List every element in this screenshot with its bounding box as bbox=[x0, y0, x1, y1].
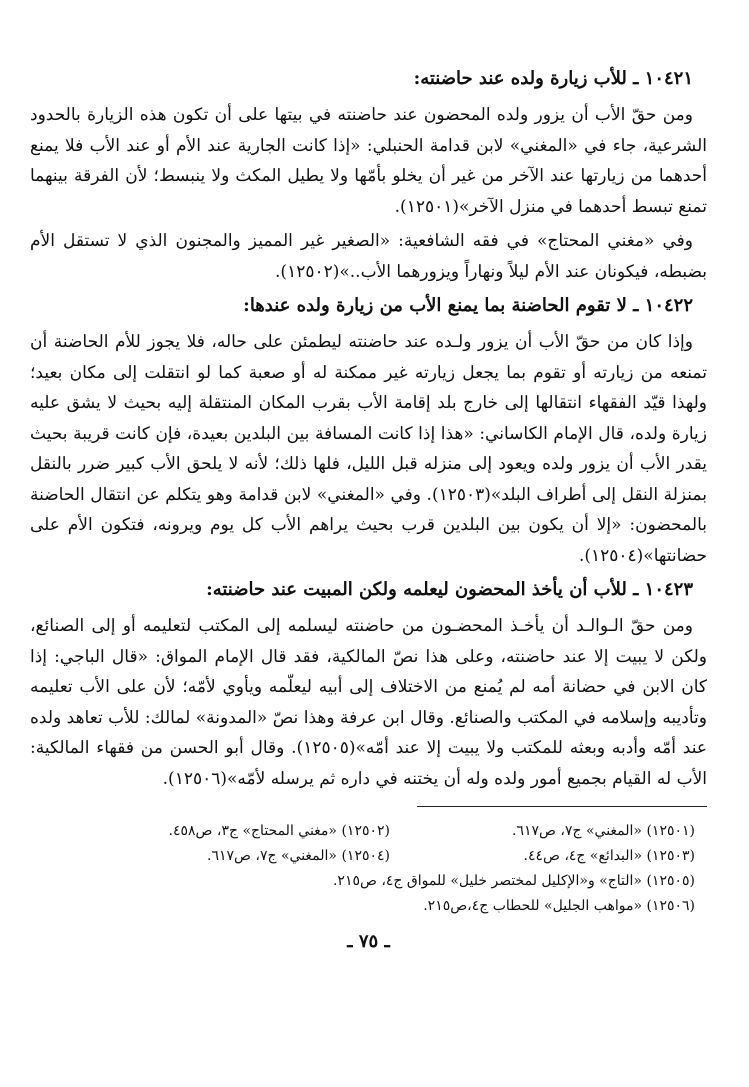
footnote: (١٢٥٠٥) «التاج» و«الإكليل لمختصر خليل» للمواق ج٤، ص٢١٥. bbox=[332, 873, 695, 889]
section-10423 bbox=[30, 575, 707, 794]
section-heading: ١٠٤٢١ ـ للأب زيارة ولده عند حاضنته: bbox=[413, 68, 693, 89]
section-heading: ١٠٤٢٣ ـ للأب أن يأخذ المحضون ليعلمه ولكن المبيت عند حاضنته: bbox=[206, 579, 693, 600]
body-paragraph: وإذا كان من حقّ الأب أن يزور ولـده عند حاضنته ليطمئن على حاله، فلا يجوز للأم الحاضنة أن تمنعه من زيارته أو تقوم بما يجعل زيارته غير ممكنة له أو صعبة كما لو انتقلت إلى مكان بعيد؛ ولهذا قيّد الفقهاء انتقالها إلى خارج بلد إقامة الأب بقرب المكان المنتقلة إليه بحيث لا يشق عليه زيارة ولده، قال الإمام الكاساني: «هذا إذا كانت المسافة بين البلدين بعيدة، فإن كانت قريبة بحيث يقدر الأب أن يزور ولده ويعود إلى منزله قبل الليل، فلها ذلك؛ لأنه لا يلحق الأب كبير ضرر بالنقل بمنزلة النقل إلى أطراف البلد»(١٢٥٠٣). وفي «المغني» لابن قدامة وهو يتكلم عن انتقال الحاضنة بالمحضون: «إلا أن يكون بين البلدين قرب بحيث يراهم الأب كل يوم ويرونه، فتكون الأم على حضانتها»(١٢٥٠٤). bbox=[30, 332, 707, 566]
footnote-row bbox=[30, 844, 707, 869]
footnote: (١٢٥٠٢) «مغني المحتاج» ج٣، ص٤٥٨. bbox=[168, 823, 390, 839]
footnote: (١٢٥٠١) «المغني» ج٧، ص٦١٧. bbox=[512, 823, 695, 839]
section-10421 bbox=[30, 64, 707, 287]
footnote-separator bbox=[417, 806, 707, 807]
footnotes bbox=[30, 819, 707, 919]
footnote-row bbox=[30, 819, 707, 844]
body-paragraph: ومن حقّ الـوالـد أن يأخـذ المحضـون من حاضنته ليسلمه إلى المكتب لتعليمه أو إلى الصنائع، ولكن لا يبيت إلا عند حاضنته، وعلى هذا نصّ المالكية، فقد قال الإمام المواق: «قال الباجي: إذا كان الابن في حضانة أمه لم يُمنع من الاختلاف إلى أبيه ليعلّمه ويأوي لأمّه؛ لأن على الأب تعليمه وتأديبه وإسلامه في المكتب والصنائع. وقال ابن عرفة وهذا نصّ «المدونة» لمالك: للأب تعاهد ولده عند أمّه وأدبه وبعثه للمكتب ولا يبيت إلا عند أمّه»(١٢٥٠٥). وقال أبو الحسن من فقهاء المالكية: الأب له القيام بجميع أمور ولده وله أن يختنه في داره ثم يرسله لأمّه»(١٢٥٠٦). bbox=[30, 616, 707, 789]
section-10422 bbox=[30, 291, 707, 571]
section-heading: ١٠٤٢٢ ـ لا تقوم الحاضنة بما يمنع الأب من زيارة ولده عندها: bbox=[243, 295, 693, 316]
page-number: ـ ٧٥ ـ bbox=[347, 931, 390, 952]
body-paragraph: وفي «مغني المحتاج» في فقه الشافعية: «الصغير غير المميز والمجنون الذي لا تستقل الأم بضبطه، فيكونان عند الأم ليلاً ونهاراً ويزورهما الأب..»(١٢٥٠٢). bbox=[30, 231, 707, 282]
body-paragraph: ومن حقّ الأب أن يزور ولده المحضون عند حاضنته في بيتها على أن تكون هذه الزيارة بالحدود الشرعية، جاء في «المغني» لابن قدامة الحنبلي: «إذا كانت الجارية عند الأم أو عند الأب فلا يمنع أحدهما من زيارتها عند الآخر من غير أن يخلو بأمّها ولا يطيل المكث ولا ينبسط؛ لأن الفرقة بينهما تمنع تبسط أحدهما في منزل الآخر»(١٢٥٠١). bbox=[30, 105, 707, 217]
footnote-row bbox=[30, 869, 707, 894]
footnote: (١٢٥٠٤) «المغني» ج٧، ص٦١٧. bbox=[207, 848, 390, 864]
footnote: (١٢٥٠٣) «البدائع» ج٤، ص٤٤. bbox=[523, 848, 695, 864]
footnote-row bbox=[30, 894, 707, 919]
footnote: (١٢٥٠٦) «مواهب الجليل» للحطاب ج٤،ص٢١٥. bbox=[423, 898, 695, 914]
